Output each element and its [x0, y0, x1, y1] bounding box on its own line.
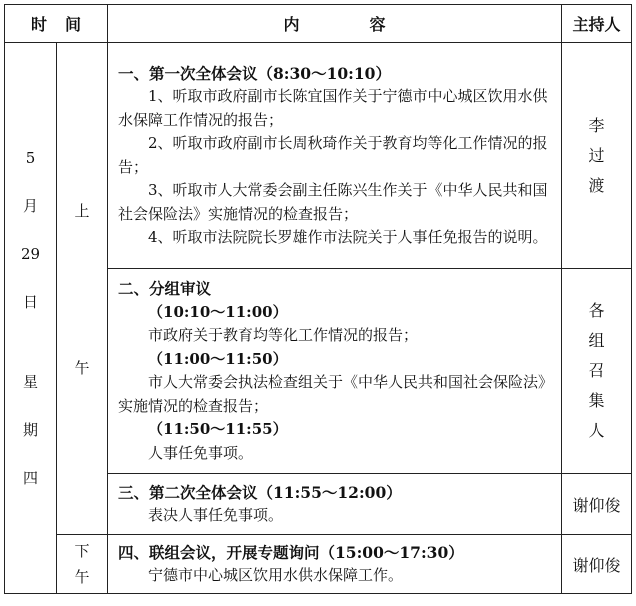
section-4-row: [5, 535, 632, 594]
section-1-item-4: 4、听取市法院院长罗雄作市法院关于人事任免报告的说明。: [148, 228, 548, 246]
weekday-char-2: 期: [22, 421, 38, 439]
date-day-char: 日: [22, 293, 38, 311]
section-1-item-1: 1、听取市政府副市长陈宜国作关于宁德市中心城区饮用水供水保障工作情况的报告；: [118, 87, 548, 129]
section-1-item-3: 3、听取市人大常委会副主任陈兴生作关于《中华人民共和国社会保险法》实施情况的检查报告；: [118, 181, 548, 223]
afternoon-char-1: 下: [74, 542, 90, 560]
section-1-row: [5, 43, 632, 269]
header-content: 内容: [108, 5, 562, 43]
section-1-title: 一、第一次全体会议（8:30～10:10）: [118, 63, 391, 83]
date-day-number: 29: [20, 245, 41, 263]
afternoon-char-2: 午: [74, 568, 90, 586]
section-1-host: 李 过 渡: [562, 43, 632, 269]
date-month-number: 5: [25, 149, 36, 167]
morning-char-1: 上: [74, 201, 90, 220]
section-2-title: 二、分组审议: [118, 279, 212, 298]
section-3-text: 表决人事任免事项。: [148, 506, 284, 524]
section-2-content: [108, 269, 562, 474]
weekday-char-3: 四: [22, 469, 38, 487]
section-3-host: 谢仰俊: [562, 474, 632, 535]
section-2-text-3: 人事任免事项。: [148, 443, 254, 462]
header-host: 主持人: [562, 5, 632, 43]
afternoon-cell: [57, 535, 108, 594]
section-3-title: 三、第二次全体会议（11:55～12:00）: [118, 482, 402, 502]
morning-char-2: 午: [74, 358, 90, 377]
section-2-time-3: （11:50～11:55）: [148, 420, 288, 438]
section-2-host: 各 组 召 集 人: [562, 269, 632, 474]
section-4-title: 四、联组会议，开展专题询问（15:00～17:30）: [118, 542, 464, 562]
section-3-content: [108, 474, 562, 535]
section-4-host: 谢仰俊: [562, 535, 632, 594]
section-1-item-2: 2、听取市政府副市长周秋琦作关于教育均等化工作情况的报告；: [118, 134, 548, 176]
weekday-char-1: 星: [22, 373, 38, 391]
section-1-content: [108, 43, 562, 269]
agenda-table: [4, 4, 632, 594]
date-month-char: 月: [22, 197, 38, 215]
section-4-content: [108, 535, 562, 594]
section-2-text-2: 市人大常委会执法检查组关于《中华人民共和国社会保险法》实施情况的检查报告；: [118, 373, 554, 415]
section-2-time-1: （10:10～11:00）: [148, 302, 288, 321]
date-cell: [5, 43, 57, 594]
header-row: [5, 5, 632, 43]
morning-cell: [57, 43, 108, 535]
header-time: 时间: [5, 5, 108, 43]
section-2-time-2: （11:00～11:50）: [148, 349, 288, 368]
section-4-text: 宁德市中心城区饮用水供水保障工作。: [148, 566, 404, 584]
section-2-text-1: 市政府关于教育均等化工作情况的报告；: [148, 326, 419, 344]
